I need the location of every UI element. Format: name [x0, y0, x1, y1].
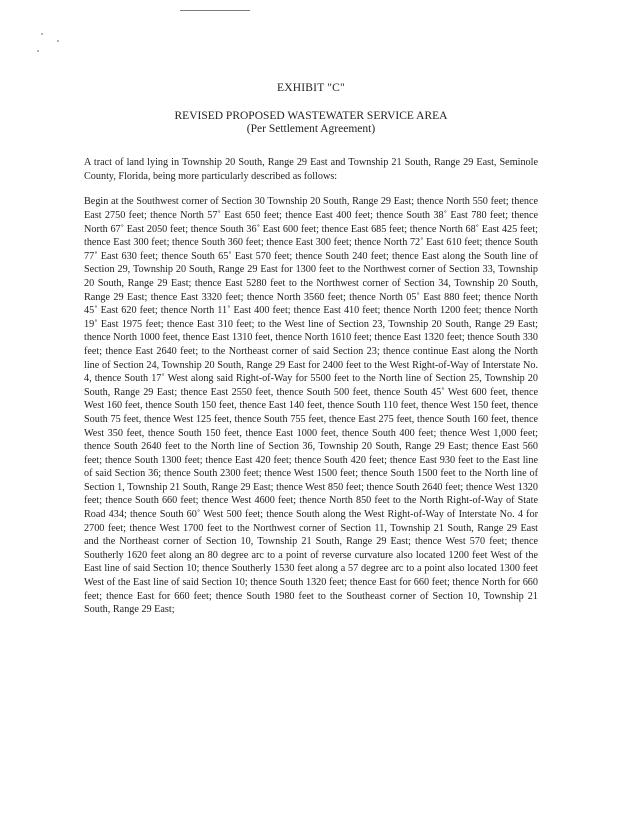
heading-line-1: REVISED PROPOSED WASTEWATER SERVICE AREA: [174, 110, 448, 122]
scan-artifact-dot: [57, 40, 59, 42]
document-heading: [84, 110, 538, 136]
heading-line-2: (Per Settlement Agreement): [246, 123, 376, 135]
scan-artifact-line: [180, 10, 250, 11]
legal-description-paragraph: Begin at the Southwest corner of Section 30 Township 20 South, Range 29 East; thence North 550 feet; thence East 2750 feet; thence North 57˚ East 650 feet; thence East 400 feet; thence South 38˚ East 780 feet; thence North 67˚ East 2050 feet; thence South 36˚ East 600 feet; thence East 685 feet; thence North 68˚ East 425 feet; thence East 300 feet; thence South 360 feet; thence East 300 feet; thence North 72˚ East 610 feet; thence South 77˚ East 630 feet; thence South 65˚ East 570 feet; thence South 240 feet; thence East along the South line of Section 29, Township 20 South, Range 29 East for 1300 feet to the Northwest corner of Section 33, Township 20 South, Range 29 East; thence East 5280 feet to the Northwest corner of Section 34, Township 20 South, Range 29 East; thence East 3320 feet; thence North 3560 feet; thence North 05˚ East 880 feet; thence North 45˚ East 620 feet; thence North 11˚ East 400 feet; thence East 410 feet; thence North 1200 feet; thence North 19˚ East 1975 feet; thence East 310 feet; to the West line of Section 23, Township 20 South, Range 29 East; thence North 1000 feet, thence East 1310 feet, thence North 1610 feet; thence East 1320 feet; thence South 330 feet; thence East 2640 feet; to the Northeast corner of said Section 23; thence continue East along the North line of Section 24, Township 20 South, Range 29 East for 2400 feet to the West Right-of-Way of Interstate No. 4, thence South 17˚ West along said Right-of-Way for 5500 feet to the North line of Section 25, Township 20 South, Range 29 East; thence East 2550 feet, thence South 500 feet, thence South 45˚ West 600 feet, thence West 160 feet, thence South 150 feet, thence East 140 feet, thence South 110 feet, thence West 150 feet, thence South 75 feet, thence West 125 feet, thence South 755 feet, thence East 275 feet, thence South 160 feet, thence West 350 feet, thence South 150 feet, thence East 1000 feet, thence South 400 feet; thence West 1,000 feet; thence South 2640 feet to the North line of Section 36, Township 20 South, Range 29 East; thence East 560 feet; thence South 1300 feet; thence East 420 feet; thence South 420 feet; thence East 930 feet to the East line of said Section 36; thence South 2300 feet; thence West 1500 feet; thence South 1500 feet to the North line of Section 1, Township 21 South, Range 29 East; thence West 850 feet; thence South 2640 feet; thence West 1320 feet; thence South 660 feet; thence West 4600 feet; thence North 850 feet to the North Right-of-Way of State Road 434; thence South 60˚ West 500 feet; thence South along the West Right-of-Way of Interstate No. 4 for 2700 feet; thence West 1700 feet to the Northwest corner of Section 11, Township 21 South, Range 29 East and the Northeast corner of Section 10, Township 21 South, Range 29 East; thence West 570 feet; thence Southerly 1620 feet along an 80 degree arc to a point of reverse curvature also located 1200 feet West of the East line of said Section 10; thence Southerly 1530 feet along a 57 degree arc to a point also located 1300 feet West of the East line of said Section 10; thence South 1320 feet; thence East for 660 feet; thence North for 660 feet; thence East for 660 feet; thence South 1980 feet to the Southeast corner of Section 10, Township 21 South, Range 29 East;: [84, 196, 538, 616]
scan-artifact-dot: [37, 50, 39, 52]
exhibit-title: EXHIBIT "C": [277, 82, 345, 94]
intro-paragraph: A tract of land lying in Township 20 South, Range 29 East and Township 21 South, Range 29 East, Seminole County, Florida, being more particularly described as follows:: [84, 157, 538, 182]
document-page: [84, 82, 538, 617]
scan-artifact-dot: [41, 33, 43, 35]
